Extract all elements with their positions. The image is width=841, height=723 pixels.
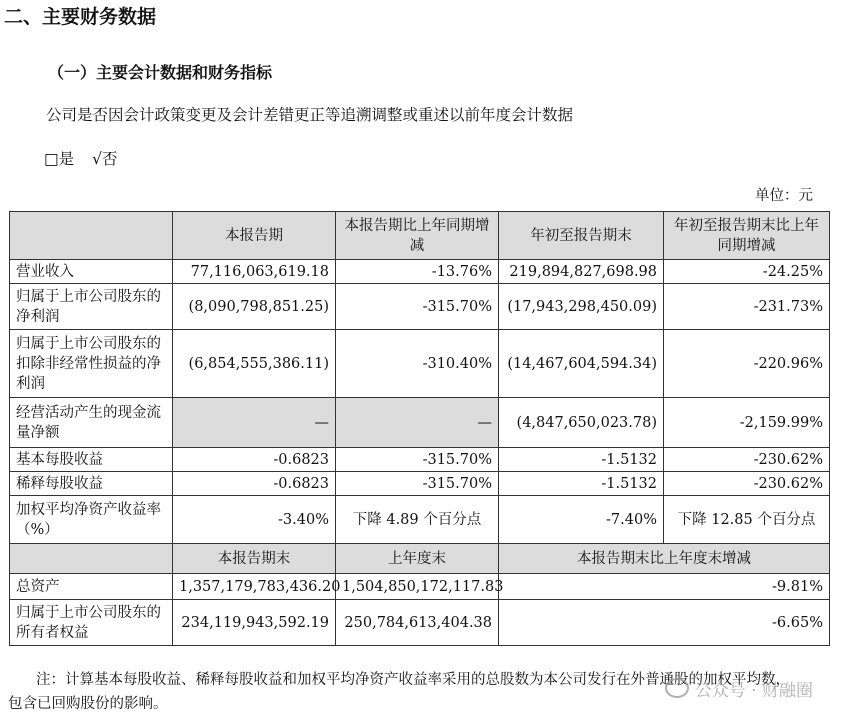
table-cell: 1,504,850,172,117.83: [336, 574, 499, 600]
table-row: [10, 330, 830, 398]
table-cell: 234,119,943,592.19: [173, 600, 336, 646]
column-header: 上年度末: [336, 544, 499, 574]
table-cell: -24.25%: [664, 260, 830, 284]
table-cell: -230.62%: [664, 448, 830, 472]
header-corner: [10, 544, 173, 574]
table-cell: -6.65%: [499, 600, 830, 646]
table-row: [10, 398, 830, 448]
table-row: [10, 448, 830, 472]
table-cell: -1.5132: [499, 448, 664, 472]
table-cell: (6,854,555,386.11): [173, 330, 336, 398]
financial-data-table: [9, 211, 830, 646]
row-label: 经营活动产生的现金流量净额: [10, 398, 173, 448]
subsection-title: （一）主要会计数据和财务指标: [48, 63, 273, 82]
table-cell: -0.6823: [173, 448, 336, 472]
column-header: 年初至报告期末: [499, 212, 664, 260]
table-row: [10, 472, 830, 496]
table-cell: (4,847,650,023.78): [499, 398, 664, 448]
restatement-answer: [44, 147, 120, 169]
row-label: 稀释每股收益: [10, 472, 173, 496]
watermark: [665, 676, 813, 701]
table-cell: 下降 12.85 个百分点: [664, 496, 830, 544]
table-cell: (8,090,798,851.25): [173, 284, 336, 330]
row-label: 基本每股收益: [10, 448, 173, 472]
table-row: [10, 600, 830, 646]
answer-yes-checkbox: □是: [44, 150, 75, 168]
table-cell: -315.70%: [336, 472, 499, 496]
row-label: 营业收入: [10, 260, 173, 284]
table-cell: (14,467,604,594.34): [499, 330, 664, 398]
table-cell: -1.5132: [499, 472, 664, 496]
row-label: 总资产: [10, 574, 173, 600]
table-cell: -315.70%: [336, 448, 499, 472]
restatement-question: 公司是否因会计政策变更及会计差错更正等追溯调整或重述以前年度会计数据: [46, 106, 574, 124]
table-cell: 250,784,613,404.38: [336, 600, 499, 646]
table-cell: (17,943,298,450.09): [499, 284, 664, 330]
header-corner: [10, 212, 173, 260]
column-header: 本报告期比上年同期增减: [336, 212, 499, 260]
table-cell: -310.40%: [336, 330, 499, 398]
column-header: 本报告期末: [173, 544, 336, 574]
answer-no-checkmark: √否: [92, 150, 118, 168]
table-cell: -230.62%: [664, 472, 830, 496]
row-label: 加权平均净资产收益率（%）: [10, 496, 173, 544]
table-row: [10, 284, 830, 330]
unit-label: 单位：元: [755, 188, 813, 204]
table-cell: -0.6823: [173, 472, 336, 496]
table-header-row: [10, 544, 830, 574]
table-cell: —: [173, 398, 336, 448]
row-label: 归属于上市公司股东的净利润: [10, 284, 173, 330]
row-label: 归属于上市公司股东的所有者权益: [10, 600, 173, 646]
table-cell: -13.76%: [336, 260, 499, 284]
section-title: 二、主要财务数据: [4, 6, 157, 28]
table-header-row: [10, 212, 830, 260]
wechat-icon: [665, 678, 689, 698]
watermark-text: 公众号 · 财融圈: [694, 681, 813, 701]
table-row: [10, 496, 830, 544]
table-row: [10, 574, 830, 600]
footnote-line: 注：计算基本每股收益、稀释每股收益和加权平均净资产收益率采用的总股数为本公司发行在外普通股的加权平均数，: [36, 672, 790, 688]
table-cell: —: [336, 398, 499, 448]
table-cell: -2,159.99%: [664, 398, 830, 448]
table-cell: -7.40%: [499, 496, 664, 544]
footnote-line: 包含已回购股份的影响。: [8, 696, 168, 712]
table-cell: -9.81%: [499, 574, 830, 600]
table-cell: 下降 4.89 个百分点: [336, 496, 499, 544]
table-cell: -220.96%: [664, 330, 830, 398]
table-cell: -231.73%: [664, 284, 830, 330]
column-header: 年初至报告期末比上年同期增减: [664, 212, 830, 260]
column-header: 本报告期: [173, 212, 336, 260]
table-cell: -3.40%: [173, 496, 336, 544]
table-cell: 1,357,179,783,436.20: [173, 574, 336, 600]
table-cell: 219,894,827,698.98: [499, 260, 664, 284]
table-cell: -315.70%: [336, 284, 499, 330]
column-header: 本报告期末比上年度末增减: [499, 544, 830, 574]
table-row: [10, 260, 830, 284]
row-label: 归属于上市公司股东的扣除非经常性损益的净利润: [10, 330, 173, 398]
table-cell: 77,116,063,619.18: [173, 260, 336, 284]
